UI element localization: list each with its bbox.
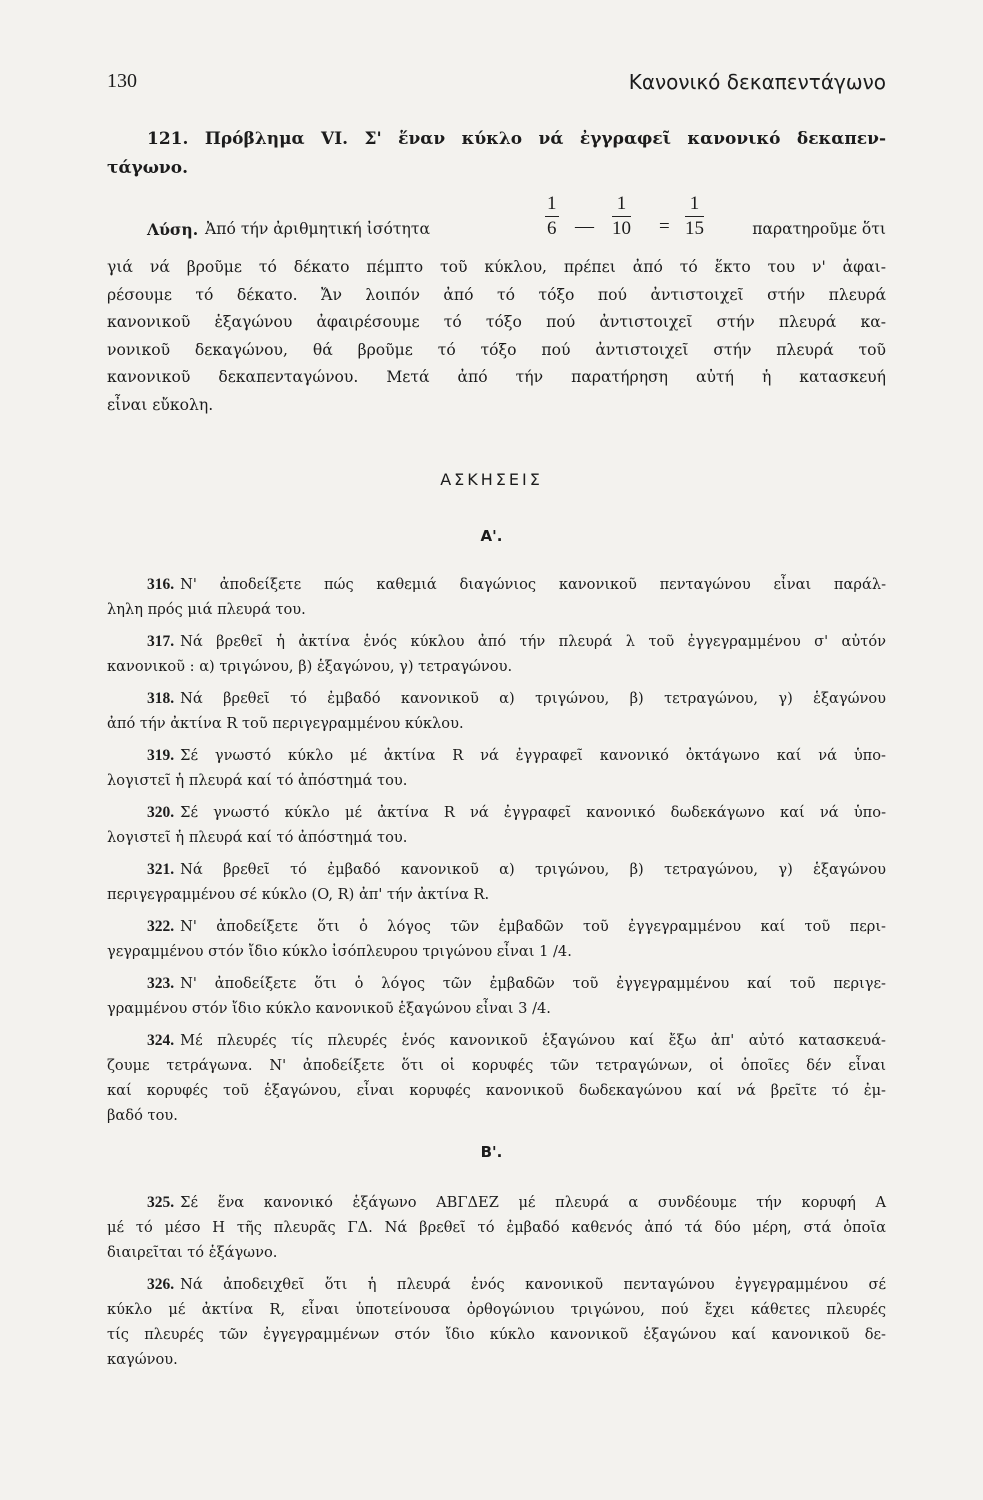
exercise-text: Σέ ἕνα κανονικό ἑξάγωνο ΑΒΓΔΕΖ μέ πλευρά α συνδέουμε τήν κορυφή Α <box>180 1194 886 1211</box>
solution-line: εἶναι εὔκολη. <box>107 395 214 414</box>
exercise-line: ἀπό τήν ἀκτίνα R τοῦ περιγεγραμμένου κύκλου. <box>107 715 464 732</box>
equals-sign: = <box>659 216 670 237</box>
exercise-line <box>107 686 886 711</box>
running-title: Κανονικό δεκαπεντάγωνο <box>628 70 886 94</box>
exercise-line: κύκλο μέ ἀκτίνα R, εἶναι ὑποτείνουσα ὀρθογώνιου τριγώνου, πού ἔχει κάθετες πλευρές <box>107 1301 886 1318</box>
exercise-item <box>107 686 886 736</box>
fraction-denominator: 10 <box>612 218 631 239</box>
exercise-line <box>107 1028 886 1053</box>
fraction-numerator: 1 <box>685 192 704 217</box>
exercise-number: 322. <box>147 918 175 935</box>
exercise-line: καγώνου. <box>107 1351 178 1368</box>
fraction-one-sixth <box>545 192 559 241</box>
exercise-number: 323. <box>147 975 175 992</box>
exercise-number: 320. <box>147 804 175 821</box>
exercise-number: 316. <box>147 576 175 593</box>
exercise-line: καί κορυφές τοῦ ἑξαγώνου, εἶναι κορυφές κανονικοῦ δωδεκαγώνου καί νά βρεῖτε τό ἐμ- <box>107 1082 886 1099</box>
exercise-item <box>107 914 886 964</box>
fraction-one-tenth <box>612 192 631 241</box>
exercise-text: Ν' ἀποδείξετε ὅτι ὁ λόγος τῶν ἐμβαδῶν τοῦ ἐγγεγραμμένου καί τοῦ περιγε- <box>180 975 886 992</box>
solution-text: παρατηροῦμε ὅτι <box>752 220 886 238</box>
exercise-item <box>107 743 886 793</box>
exercise-line: μέ τό μέσο Η τῆς πλευρᾶς ΓΔ. Νά βρεθεῖ τό ἐμβαδό καθενός ἀπό τά δύο μέρη, στά ὁποῖα <box>107 1219 886 1236</box>
exercise-text: Νά βρεθεῖ τό ἐμβαδό κανονικοῦ α) τριγώνου, β) τετραγώνου, γ) ἑξαγώνου <box>180 861 886 878</box>
exercise-line <box>107 914 886 939</box>
exercise-text: Ν' ἀποδείξετε πώς καθεμιά διαγώνιος κανονικοῦ πενταγώνου εἶναι παράλ- <box>180 576 886 593</box>
solution-label: Λύση. <box>147 220 199 239</box>
exercise-number: 325. <box>147 1194 175 1211</box>
page-number: 130 <box>107 70 137 92</box>
solution-line: νονικοῦ δεκαγώνου, θά βροῦμε τό τόξο πού ἀντιστοιχεῖ στήν πλευρά τοῦ <box>107 340 886 359</box>
exercise-line: τίς πλευρές τῶν ἐγγεγραμμένων στόν ἴδιο κύκλο κανονικοῦ ἑξαγώνου καί κανονικοῦ δε- <box>107 1326 886 1343</box>
group-a-title: Α'. <box>480 527 503 545</box>
group-b-title: Β'. <box>480 1143 503 1161</box>
exercise-item <box>107 857 886 907</box>
solution-line: κανονικοῦ ἑξαγώνου ἀφαιρέσουμε τό τόξο πού ἀντιστοιχεῖ στήν πλευρά κα- <box>107 313 886 331</box>
exercise-line <box>107 857 886 882</box>
exercise-text: Νά βρεθεῖ τό ἐμβαδό κανονικοῦ α) τριγώνου, β) τετραγώνου, γ) ἑξαγώνου <box>180 690 886 707</box>
exercise-line <box>107 800 886 825</box>
exercise-line: λογιστεῖ ἡ πλευρά καί τό ἀπόστημά του. <box>107 772 408 789</box>
exercise-line <box>107 1272 886 1297</box>
exercise-item <box>107 971 886 1021</box>
exercise-line: ζουμε τετράγωνα. Ν' ἀποδείξετε ὅτι οἱ κορυφές τῶν τετραγώνων, οἱ ὁποῖες δέν εἶναι <box>107 1057 886 1074</box>
solution-line: γιά νά βροῦμε τό δέκατο πέμπτο τοῦ κύκλου, πρέπει ἀπό τό ἕκτο του ν' ἀφαι- <box>107 258 886 276</box>
exercise-line: βαδό του. <box>107 1107 178 1124</box>
fraction-one-fifteenth <box>685 192 704 241</box>
exercise-item <box>107 629 886 679</box>
exercise-line: γραμμένου στόν ἴδιο κύκλο κανονικοῦ ἑξαγώνου εἶναι 3 /4. <box>107 1000 551 1017</box>
exercise-line <box>107 743 886 768</box>
exercise-item <box>107 1272 886 1372</box>
exercise-line: γεγραμμένου στόν ἴδιο κύκλο ἰσόπλευρου τριγώνου εἶναι 1 /4. <box>107 943 572 960</box>
exercise-item <box>107 800 886 850</box>
solution-paragraph <box>107 192 886 419</box>
fraction-numerator: 1 <box>612 192 631 217</box>
exercise-line <box>107 629 886 654</box>
solution-line: ρέσουμε τό δέκατο. Ἄν λοιπόν ἀπό τό τόξο πού ἀντιστοιχεῖ στήν πλευρά <box>107 285 886 304</box>
exercise-item <box>107 572 886 622</box>
exercise-text: Ν' ἀποδείξετε ὅτι ὁ λόγος τῶν ἐμβαδῶν τοῦ ἐγγεγραμμένου καί τοῦ περι- <box>180 918 886 935</box>
exercise-number: 321. <box>147 861 175 878</box>
solution-body <box>107 254 886 419</box>
solution-line: κανονικοῦ δεκαπενταγώνου. Μετά ἀπό τήν παρατήρηση αὐτή ἡ κατασκευή <box>107 368 886 386</box>
exercise-number: 317. <box>147 633 175 650</box>
fraction-numerator: 1 <box>545 192 559 217</box>
fraction-denominator: 15 <box>685 218 704 239</box>
exercise-number: 318. <box>147 690 175 707</box>
exercise-item <box>107 1190 886 1265</box>
solution-first-line <box>107 192 886 254</box>
exercise-text: Νά βρεθεῖ ἡ ἀκτίνα ἑνός κύκλου ἀπό τήν πλευρά λ τοῦ ἐγγεγραμμένου σ' αὐτόν <box>180 633 886 650</box>
problem-line: 121. Πρόβλημα VI. Σ' ἕναν κύκλο νά ἐγγραφεῖ κανονικό δεκαπεν- <box>147 129 886 149</box>
exercise-line: λογιστεῖ ἡ πλευρά καί τό ἀπόστημά του. <box>107 829 408 846</box>
minus-sign: — <box>575 216 594 237</box>
exercise-text: Σέ γνωστό κύκλο μέ ἀκτίνα R νά ἐγγραφεῖ κανονικό δωδεκάγωνο καί νά ὑπο- <box>180 804 886 821</box>
solution-text: Ἀπό τήν ἀριθμητική ἰσότητα <box>205 220 430 238</box>
exercise-line: περιγεγραμμένου σέ κύκλο (O, R) ἀπ' τήν ἀκτίνα R. <box>107 886 490 903</box>
exercise-item <box>107 1028 886 1128</box>
exercise-line <box>107 971 886 996</box>
exercise-text: Νά ἀποδειχθεῖ ὅτι ἡ πλευρά ἑνός κανονικοῦ πενταγώνου ἐγγεγραμμένου σέ <box>180 1276 886 1293</box>
exercise-line <box>107 1190 886 1215</box>
exercise-text: Μέ πλευρές τίς πλευρές ἑνός κανονικοῦ ἑξαγώνου καί ἔξω ἀπ' αὐτό κατασκευά- <box>180 1032 886 1049</box>
exercises-title: ΑΣΚΗΣΕΙΣ <box>440 470 543 489</box>
exercise-number: 319. <box>147 747 175 764</box>
problem-heading <box>107 125 886 183</box>
exercise-line <box>107 572 886 597</box>
exercise-text: Σέ γνωστό κύκλο μέ ἀκτίνα R νά ἐγγραφεῖ κανονικό ὀκτάγωνο καί νά ὑπο- <box>180 747 886 764</box>
exercise-number: 326. <box>147 1276 175 1293</box>
exercise-line: ληλη πρός μιά πλευρά του. <box>107 601 306 618</box>
running-head <box>107 70 886 100</box>
exercise-line: κανονικοῦ : α) τριγώνου, β) ἑξαγώνου, γ) τετραγώνου. <box>107 658 513 675</box>
exercise-line: διαιρεῖται τό ἑξάγωνο. <box>107 1244 278 1261</box>
exercises-list-a <box>107 572 886 1135</box>
problem-line: τάγωνο. <box>107 158 188 178</box>
exercises-list-b <box>107 1190 886 1379</box>
exercise-number: 324. <box>147 1032 175 1049</box>
fraction-denominator: 6 <box>547 218 557 239</box>
